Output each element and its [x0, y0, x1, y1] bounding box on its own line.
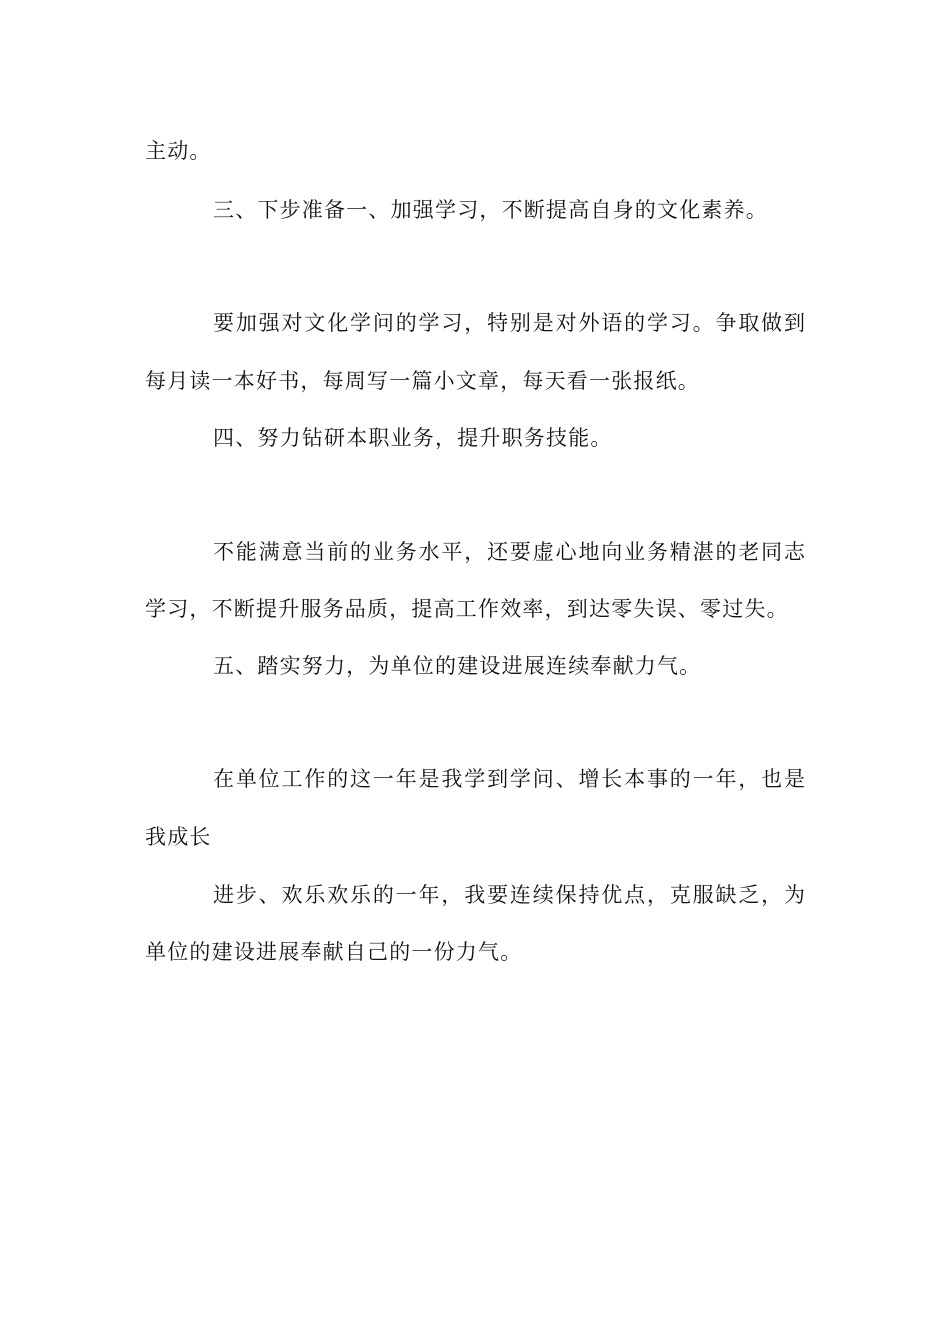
section-heading: 三、下步准备一、加强学习，不断提高自身的文化素养。 [213, 198, 768, 222]
section-heading: 五、踏实努力，为单位的建设进展连续奉献力气。 [213, 654, 702, 678]
paragraph-line: 每月读一本好书，每周写一篇小文章，每天看一张报纸。 [145, 369, 700, 393]
paragraph-line: 学习，不断提升服务品质，提高工作效率，到达零失误、零过失。 [145, 597, 789, 621]
paragraph-line: 不能满意当前的业务水平，还要虚心地向业务精湛的老同志 [213, 540, 805, 564]
paragraph-line: 单位的建设进展奉献自己的一份力气。 [145, 940, 523, 964]
paragraph-line: 进步、欢乐欢乐的一年，我要连续保持优点，克服缺乏，为 [213, 883, 805, 907]
paragraph-line: 要加强对文化学问的学习，特别是对外语的学习。争取做到 [213, 311, 805, 335]
paragraph-line: 主动。 [145, 139, 212, 163]
section-heading: 四、努力钻研本职业务，提升职务技能。 [213, 426, 613, 450]
paragraph-line: 在单位工作的这一年是我学到学问、增长本事的一年，也是 [213, 767, 805, 791]
paragraph-line: 我成长 [145, 825, 212, 849]
